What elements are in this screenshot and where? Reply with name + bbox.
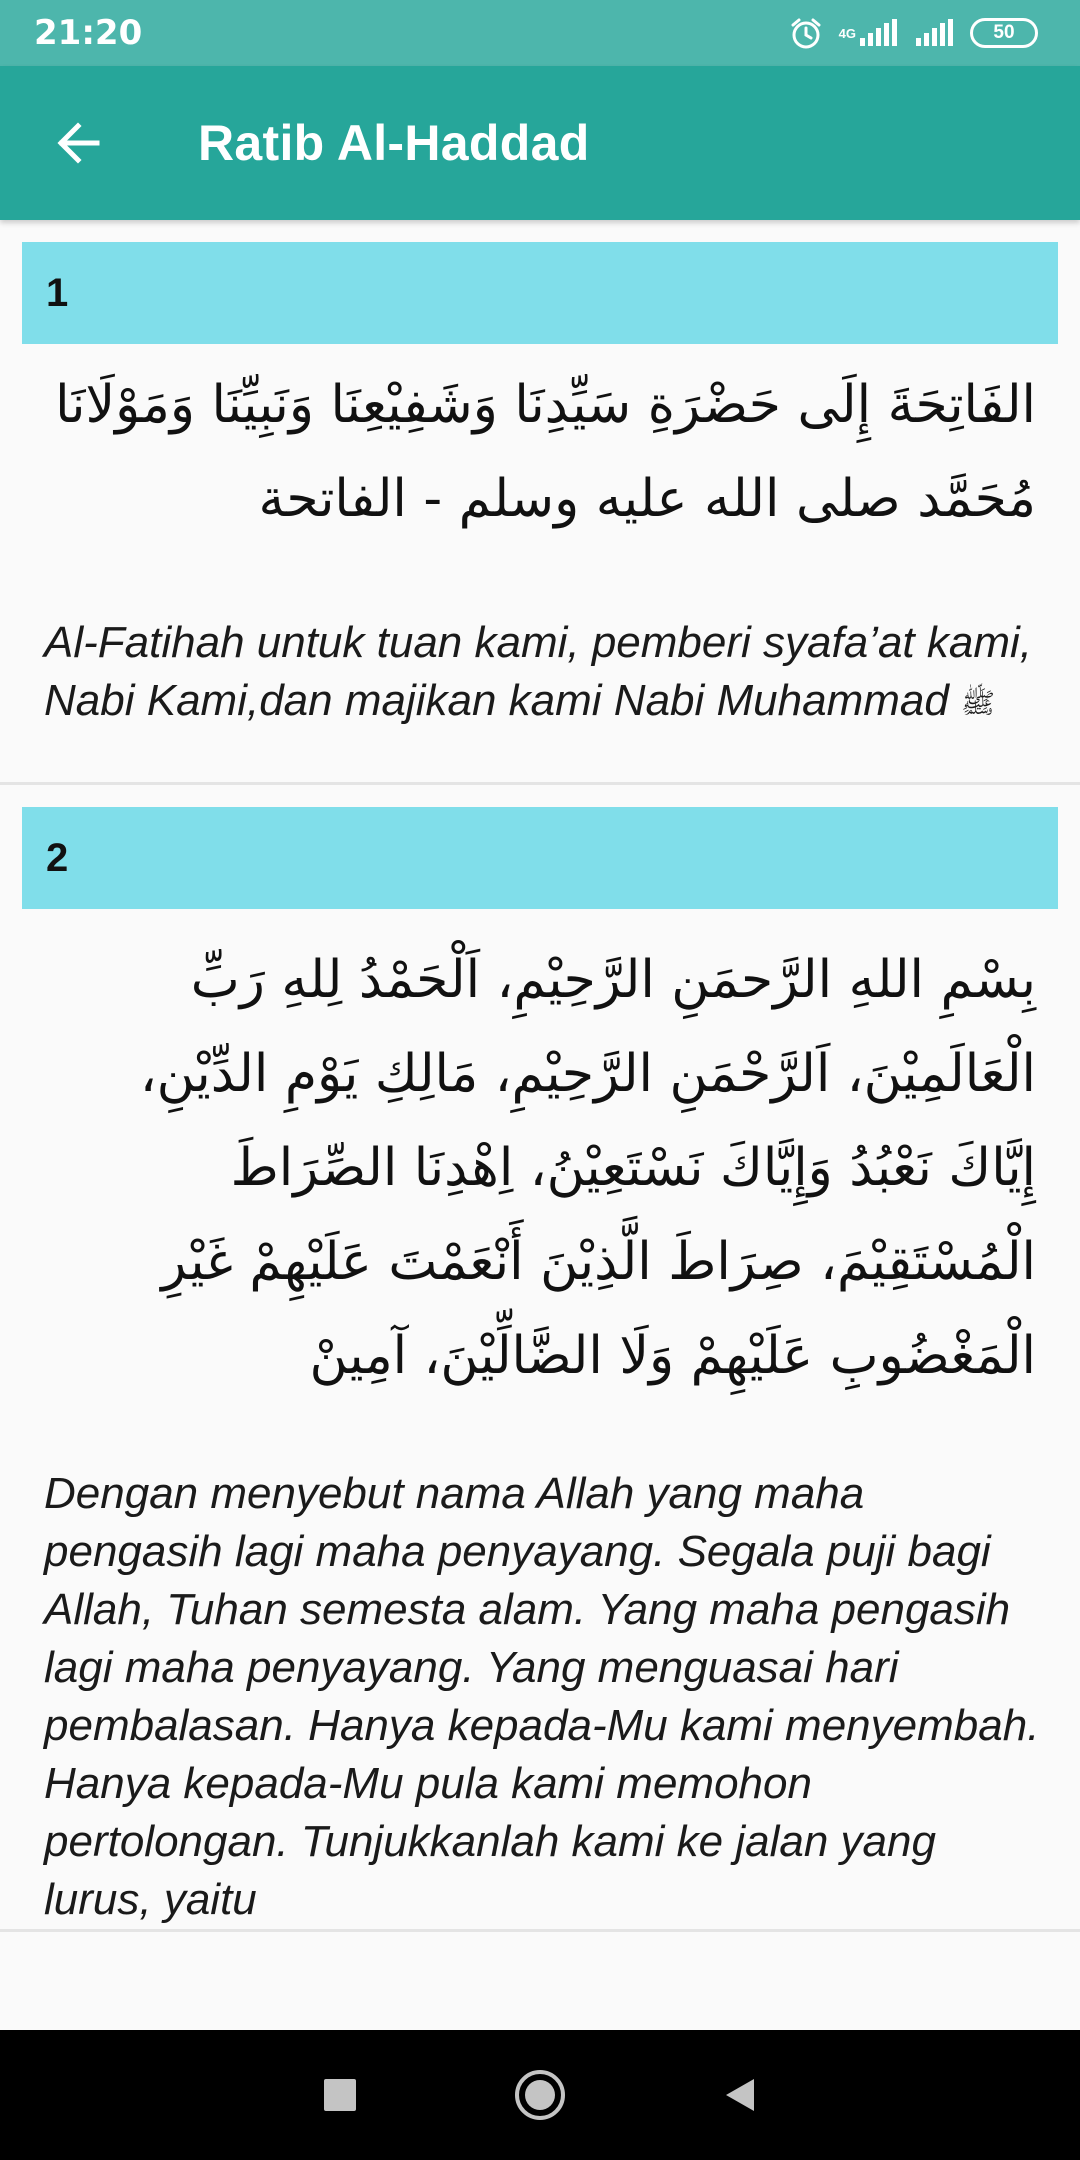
translation-text-body: Al-Fatihah untuk tuan kami, pemberi syafa’at kami, Nabi Kami,dan majikan kami Nabi Muhammad <box>44 618 1033 725</box>
item-number: 2 <box>46 835 69 880</box>
list-item <box>0 242 1080 785</box>
signal-icon <box>914 18 954 48</box>
status-bar <box>0 0 1080 66</box>
status-time: 21:20 <box>34 13 143 53</box>
content-list[interactable] <box>0 220 1080 2030</box>
page-title: Ratib Al-Haddad <box>198 115 590 171</box>
network-type-label: 4G <box>838 25 856 41</box>
home-button[interactable] <box>440 2030 640 2160</box>
status-icons <box>789 16 1038 50</box>
circle-icon <box>512 2067 568 2123</box>
signal-icon <box>839 18 898 48</box>
honorific-glyph: ﷺ <box>961 686 995 720</box>
square-icon <box>324 2079 356 2111</box>
list-item <box>0 807 1080 1932</box>
recents-button[interactable] <box>240 2030 440 2160</box>
triangle-back-icon <box>720 2075 760 2115</box>
translation-text: Dengan menyebut nama Allah yang maha pengasih lagi maha penyayang. Segala puji bagi Allah, Tuhan semesta alam. Yang maha pengasih lagi maha penyayang. Yang menguasai hari pembalasan. Hanya kepada-Mu kami menyembah. Hanya kepada-Mu pula kami memohon pertolongan. Tunjukkanlah kami ke jalan yang lurus, yaitu <box>44 1469 1040 1925</box>
back-button[interactable] <box>0 66 150 220</box>
arabic-text: بِسْمِ اللهِ الرَّحمَنِ الرَّحِيْمِ، اَلْحَمْدُ لِلهِ رَبِّ الْعَالَمِيْنَ، اَلرَّحْمَنِ الرَّحِيْمِ، مَالِكِ يَوْمِ الدِّيْنِ، إِيَّاكَ نَعْبُدُ وَإِيَّاكَ نَسْتَعِيْنُ، اِهْدِنَا الصِّرَاطَ الْمُسْتَقِيْمَ، صِرَاطَ الَّذِيْنَ أَنْعَمْتَ عَلَيْهِمْ غَيْرِ الْمَغْضُوبِ عَلَيْهِمْ وَلَا الضَّالِّيْنَ، آمِينْ <box>139 950 1036 1387</box>
back-nav-button[interactable] <box>640 2030 840 2160</box>
translation-text <box>0 614 1080 782</box>
app-bar <box>0 66 1080 220</box>
item-number-header <box>22 807 1058 909</box>
alarm-icon <box>789 16 823 50</box>
battery-icon <box>970 18 1038 48</box>
arrow-back-icon <box>53 118 103 168</box>
battery-level: 50 <box>993 22 1015 43</box>
navigation-bar <box>0 2030 1080 2160</box>
arabic-text: الفَاتِحَةَ إِلَى حَضْرَةِ سَيِّدِنَا وَشَفِيْعِنَا وَنَبِيِّنَا وَمَوْلَانَا مُحَمَّد صلى الله عليه وسلم - الفاتحة <box>55 375 1036 529</box>
item-number-header <box>22 242 1058 344</box>
item-number: 1 <box>46 270 69 315</box>
